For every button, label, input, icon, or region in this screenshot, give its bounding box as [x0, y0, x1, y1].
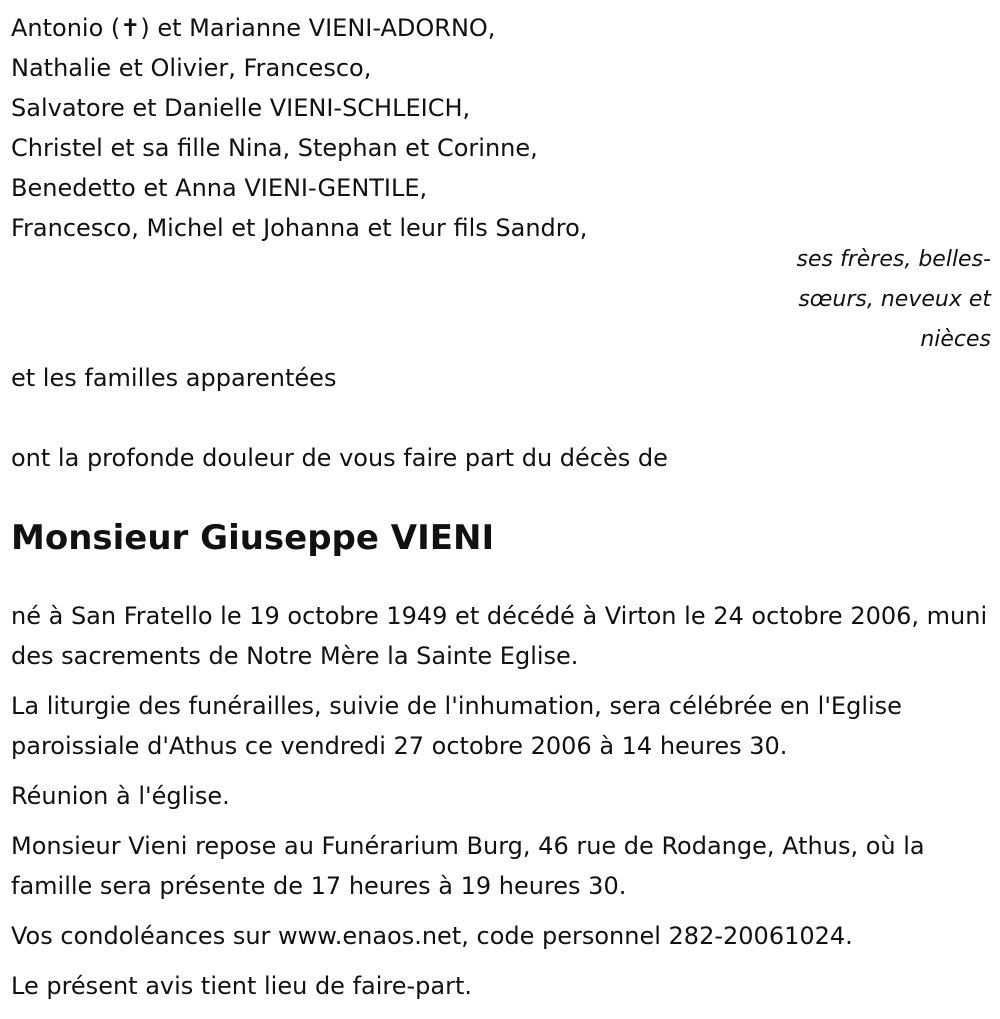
family-line: Francesco, Michel et Johanna et leur fils Sandro, — [11, 214, 588, 242]
family-line: Salvatore et Danielle VIENI-SCHLEICH, — [11, 94, 471, 122]
announcement-intro: ont la profonde douleur de vous faire part du décès de — [11, 444, 668, 472]
repose-paragraph: Monsieur Vieni repose au Funérarium Burg, 46 rue de Rodange, Athus, où la famille sera présente de 17 heures à 19 heures 30. — [11, 832, 925, 900]
family-members-list — [11, 8, 991, 248]
relationship-note: ses frères, belles-sœurs, neveux et nièces — [796, 247, 991, 352]
death-notice — [11, 8, 991, 1006]
meeting-paragraph: Réunion à l'église. — [11, 782, 230, 810]
deceased-name: Monsieur Giuseppe VIENI — [11, 518, 495, 558]
birth-death-paragraph: né à San Fratello le 19 octobre 1949 et décédé à Virton le 24 octobre 2006, muni des sacrements de Notre Mère la Sainte Eglise. — [11, 602, 988, 670]
funeral-paragraph: La liturgie des funérailles, suivie de l'inhumation, sera célébrée en l'Eglise paroissiale d'Athus ce vendredi 27 octobre 2006 à 14 heures 30. — [11, 692, 902, 760]
family-line: Christel et sa fille Nina, Stephan et Corinne, — [11, 134, 538, 162]
family-line: Antonio (✝) et Marianne VIENI-ADORNO, — [11, 14, 496, 42]
notice-paragraph: Le présent avis tient lieu de faire-part. — [11, 972, 473, 1000]
related-families: et les familles apparentées — [11, 364, 337, 392]
family-line: Nathalie et Olivier, Francesco, — [11, 54, 372, 82]
condolences-paragraph: Vos condoléances sur www.enaos.net, code personnel 282-20061024. — [11, 922, 853, 950]
family-line: Benedetto et Anna VIENI-GENTILE, — [11, 174, 428, 202]
